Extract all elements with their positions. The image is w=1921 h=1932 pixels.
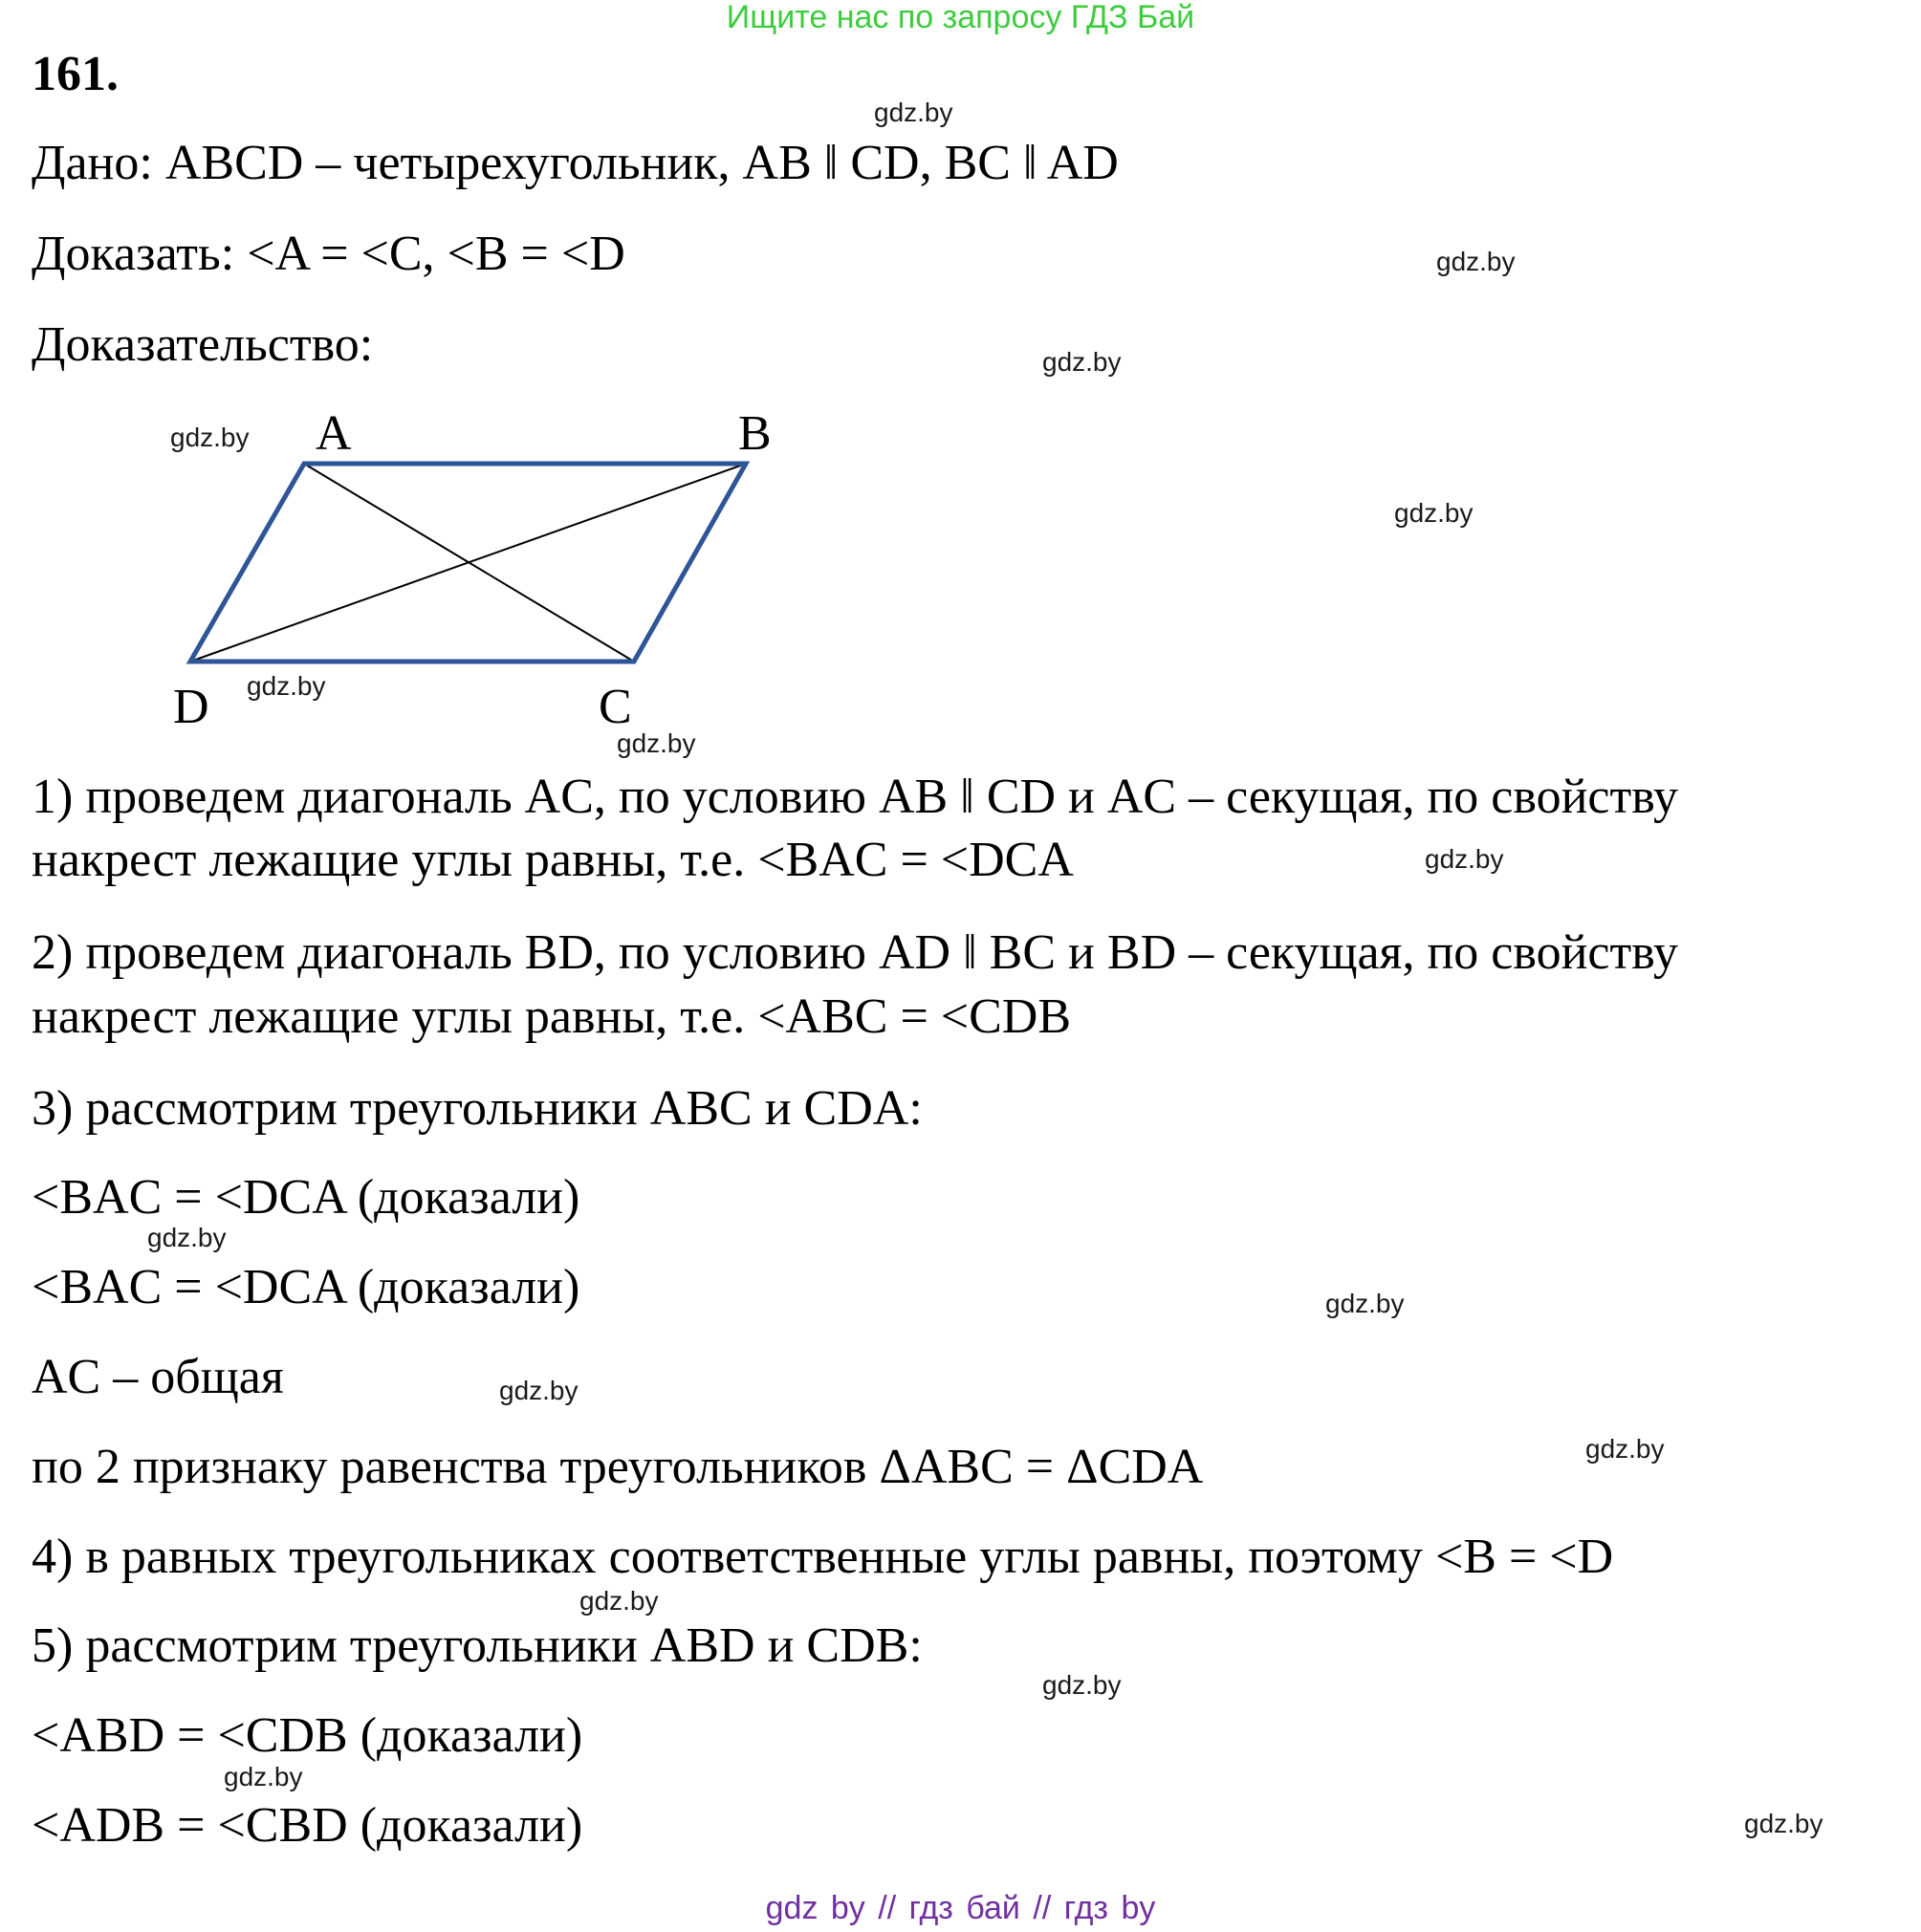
watermark: gdz.by <box>247 671 326 701</box>
top-banner: Ищите нас по запросу ГДЗ Бай <box>726 0 1195 35</box>
vertex-label-c: C <box>599 680 632 734</box>
step-1-line-1: 1) проведем диагональ AC, по условию AB ‖ CD и AC – секущая, по свойству <box>32 770 1678 824</box>
step-5-item-1: <ABD = <CDB (доказали) <box>32 1708 583 1763</box>
step-2-line-2: накрест лежащие углы равны, т.е. <ABC = <CDB <box>32 989 1072 1044</box>
watermark: gdz.by <box>579 1586 659 1616</box>
parallelogram-figure <box>0 0 1921 765</box>
watermark: gdz.by <box>1394 498 1473 528</box>
step-2-line-1: 2) проведем диагональ BD, по условию AD ‖ BC и BD – секущая, по свойству <box>32 925 1678 980</box>
watermark: gdz.by <box>224 1762 303 1791</box>
step-5-title: 5) рассмотрим треугольники ABD и CDB: <box>32 1618 923 1673</box>
step-4: 4) в равных треугольниках соответственные углы равны, поэтому <B = <D <box>32 1530 1614 1584</box>
watermark: gdz.by <box>1042 347 1122 377</box>
proof-title: Доказательство: <box>32 317 374 372</box>
step-3-item-2: <BAC = <DCA (доказали) <box>32 1260 580 1314</box>
vertex-label-a: A <box>316 406 352 461</box>
step-5-item-2: <ADB = <CBD (доказали) <box>32 1798 583 1853</box>
step-3-item-1: <BAC = <DCA (доказали) <box>32 1170 580 1225</box>
prove-line: Доказать: <A = <C, <B = <D <box>32 227 625 281</box>
step-3-conclusion: по 2 признаку равенства треугольников ΔABC = ΔCDA <box>32 1440 1204 1494</box>
problem-number: 161. <box>32 47 119 101</box>
watermark: gdz.by <box>147 1223 227 1252</box>
watermark: gdz.by <box>499 1376 578 1405</box>
watermark: gdz.by <box>170 423 250 452</box>
watermark: gdz.by <box>1744 1809 1823 1838</box>
step-1-line-2: накрест лежащие углы равны, т.е. <BAC = <DCA <box>32 833 1074 887</box>
watermark: gdz.by <box>617 728 696 758</box>
watermark: gdz.by <box>1425 844 1504 874</box>
watermark: gdz.by <box>1585 1434 1665 1464</box>
given-line: Дано: ABCD – четырехугольник, AB ‖ CD, BC ‖ AD <box>32 136 1119 190</box>
vertex-label-b: B <box>738 406 772 461</box>
watermark: gdz.by <box>1042 1670 1122 1700</box>
footer-links: gdz by // гдз бай // гдз by <box>765 1890 1156 1926</box>
diagonal-bd <box>190 464 746 662</box>
step-3-title: 3) рассмотрим треугольники ABC и CDA: <box>32 1081 923 1136</box>
watermark: gdz.by <box>1436 247 1516 276</box>
step-3-item-3: AC – общая <box>32 1350 284 1404</box>
watermark: gdz.by <box>1325 1289 1405 1318</box>
watermark: gdz.by <box>874 98 953 127</box>
vertex-label-d: D <box>173 680 209 734</box>
